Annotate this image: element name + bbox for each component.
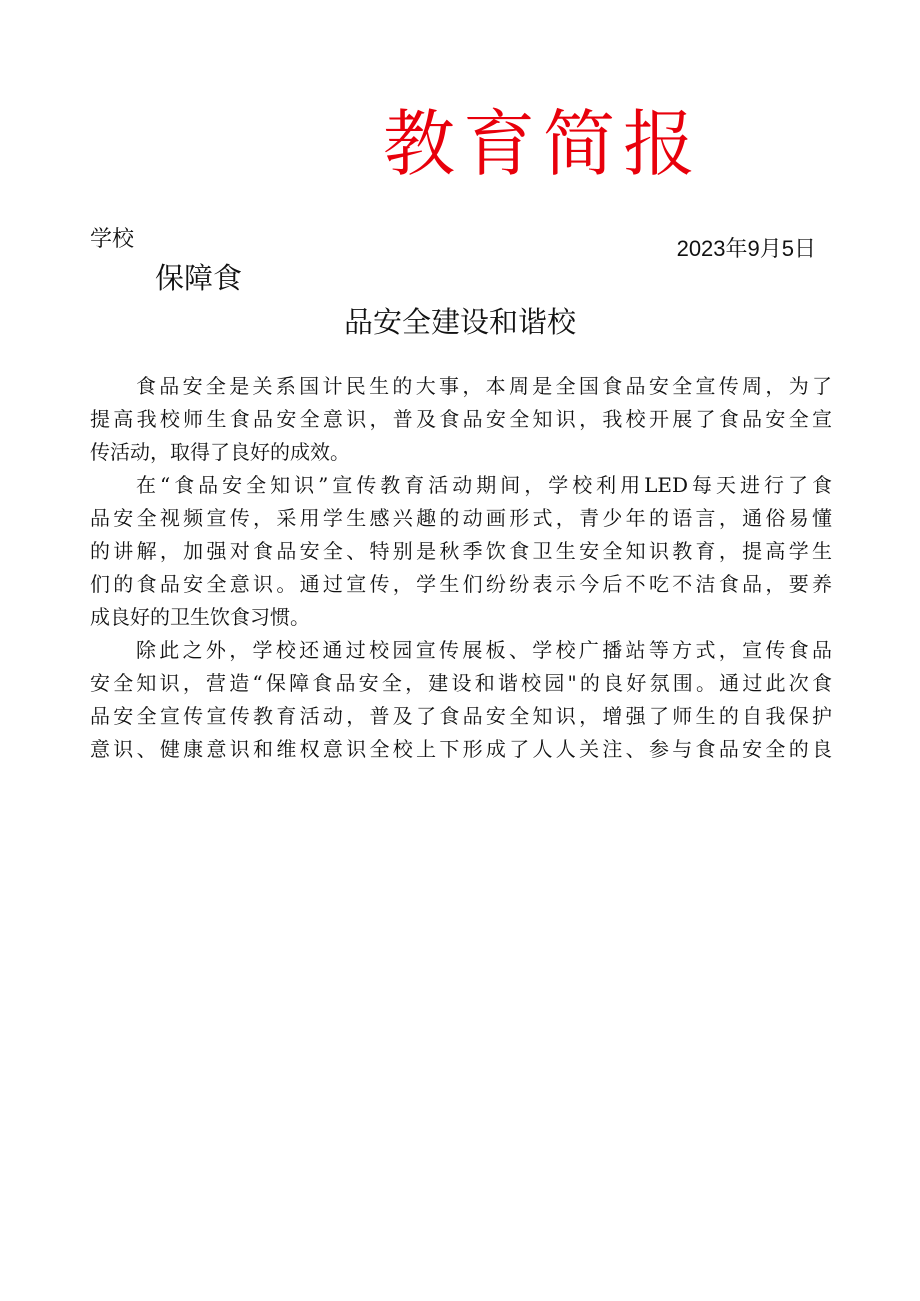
text-line: 安全知识，营造“保障食品安全，建设和谐校园"的良好氛围。通过此次食 bbox=[90, 671, 832, 695]
headline-part-1: 保障食 bbox=[155, 261, 243, 295]
text-line: 在“食品安全知识”宣传教育活动期间，学校利用LED每天进行了食 bbox=[136, 473, 832, 497]
text-line: 除此之外，学校还通过校园宣传展板、学校广播站等方式，宣传食品 bbox=[136, 638, 832, 662]
text-line: 们的食品安全意识。通过宣传，学生们纷纷表示今后不吃不洁食品，要养 bbox=[90, 572, 832, 596]
date: 2023年9月5日 bbox=[676, 236, 816, 261]
text-line: 成良好的卫生饮食习惯。 bbox=[90, 605, 310, 629]
text-line: 传活动，取得了良好的成效。 bbox=[90, 440, 350, 464]
text-line: 品安全宣传宣传教育活动，普及了食品安全知识，增强了师生的自我保护 bbox=[90, 704, 832, 728]
school-label: 学校 bbox=[90, 227, 135, 252]
text-line: 的讲解，加强对食品安全、特别是秋季饮食卫生安全知识教育，提高学生 bbox=[90, 539, 832, 563]
text-line: 意识、健康意识和维权意识全校上下形成了人人关注、参与食品安全的良 bbox=[90, 737, 832, 761]
article-body bbox=[90, 370, 832, 766]
paragraph bbox=[90, 634, 832, 766]
newsletter-title: 教育简报 bbox=[383, 102, 704, 186]
text-line: 食品安全是关系国计民生的大事，本周是全国食品安全宣传周，为了 bbox=[136, 374, 832, 398]
paragraph bbox=[90, 469, 832, 634]
text-line: 提高我校师生食品安全意识，普及食品安全知识，我校开展了食品安全宣 bbox=[90, 407, 832, 431]
text-line: 品安全视频宣传，采用学生感兴趣的动画形式，青少年的语言，通俗易懂 bbox=[90, 506, 832, 530]
headline-part-2: 品安全建设和谐校 bbox=[343, 305, 576, 339]
paragraph bbox=[90, 370, 832, 469]
